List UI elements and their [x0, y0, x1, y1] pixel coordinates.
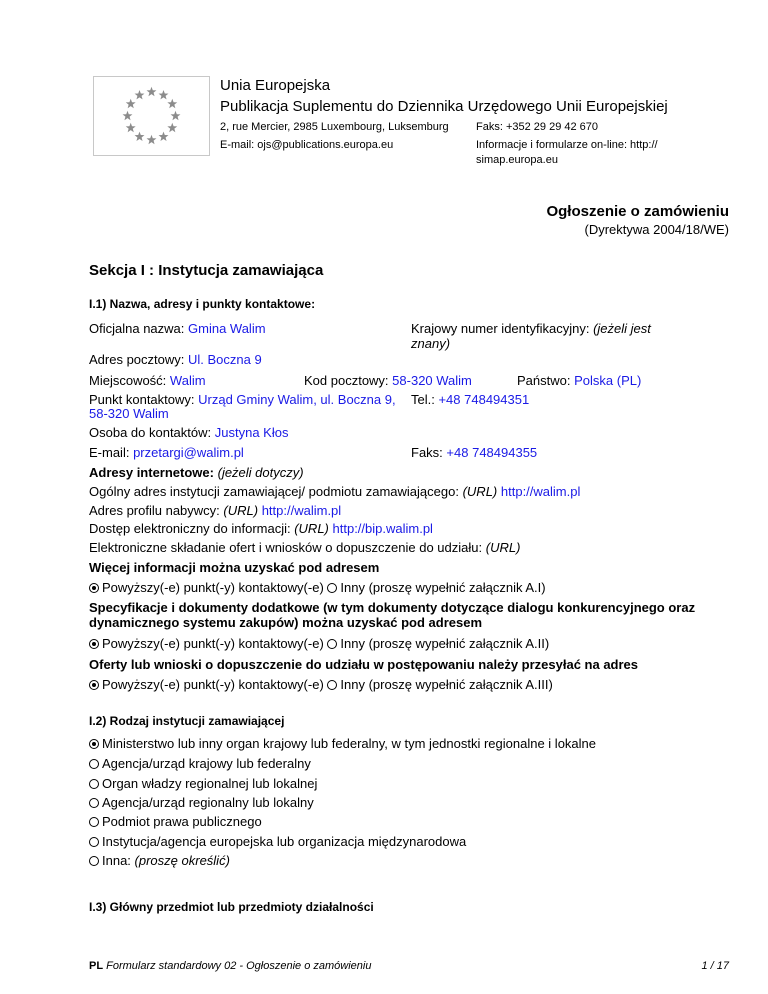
footer-form: [89, 960, 371, 972]
tel-label: Tel.:: [411, 392, 435, 407]
national-id-note-2: znany): [411, 336, 451, 351]
electronic-submission-label: Elektroniczne składanie ofert i wniosków o dopuszczenie do udziału:: [89, 540, 483, 555]
header-info-line2: simap.europa.eu: [476, 154, 558, 166]
authority-type-3[interactable]: [89, 795, 314, 810]
header-address: 2, rue Mercier, 2985 Luxembourg, Luksemburg: [220, 121, 449, 133]
footer-lang: PL: [89, 960, 104, 972]
national-id-label: Krajowy numer identyfikacyjny:: [411, 321, 590, 336]
national-id-row: [411, 321, 651, 336]
url-tag: (URL): [223, 503, 259, 518]
authority-type-2[interactable]: [89, 776, 317, 791]
header-subtitle: Publikacja Suplementu do Dziennika Urzędowego Unii Europejskiej: [220, 98, 668, 115]
eu-logo: [93, 76, 210, 156]
url-tag: (URL): [294, 521, 329, 536]
star-icon: [171, 111, 181, 120]
contact-point-value-2: 58-320 Walim: [89, 406, 169, 421]
radio-empty-icon[interactable]: [89, 856, 99, 866]
radio-selected-icon[interactable]: [89, 680, 99, 690]
eu-stars-icon: [94, 77, 209, 155]
star-icon: [159, 132, 169, 141]
contact-point-row: [89, 392, 396, 407]
general-addr-label: Ogólny adres instytucji zamawiającej/ podmiotu zamawiającego:: [89, 484, 459, 499]
authority-type-label: Agencja/urząd krajowy lub federalny: [102, 756, 311, 771]
electronic-access-link[interactable]: http://bip.walim.pl: [332, 521, 433, 536]
section-heading: Sekcja I : Instytucja zamawiająca: [89, 262, 324, 279]
official-name-label: Oficjalna nazwa:: [89, 321, 185, 336]
email-row: [89, 445, 244, 460]
person-value: Justyna Kłos: [214, 425, 289, 440]
header-title: Unia Europejska: [220, 77, 331, 94]
radio-selected-icon[interactable]: [89, 639, 99, 649]
country-value: Polska (PL): [574, 373, 642, 388]
person-label: Osoba do kontaktów:: [89, 425, 212, 440]
radio-empty-icon[interactable]: [327, 680, 337, 690]
spec-heading-1: Specyfikacje i dokumenty dodatkowe (w tym dokumenty dotyczące dialogu konkurencyjnego oraz: [89, 600, 696, 615]
authority-type-1[interactable]: [89, 756, 311, 771]
star-icon: [135, 132, 145, 141]
authority-type-0[interactable]: [89, 736, 596, 751]
star-icon: [126, 123, 136, 132]
url-tag: (URL): [485, 540, 521, 555]
other-note: (proszę określić): [134, 853, 230, 868]
postcode-label: Kod pocztowy:: [304, 373, 389, 388]
footer-page: 1 / 17: [701, 960, 729, 972]
more-info-options: [89, 580, 546, 595]
official-name-value: Gmina Walim: [188, 321, 266, 336]
radio-label: Inny (proszę wypełnić załącznik A.I): [340, 580, 546, 595]
postcode-value: 58-320 Walim: [392, 373, 472, 388]
person-row: [89, 425, 288, 440]
authority-type-label: Agencja/urząd regionalny lub lokalny: [102, 795, 314, 810]
radio-label: Inny (proszę wypełnić załącznik A.III): [340, 677, 553, 692]
radio-selected-icon[interactable]: [89, 583, 99, 593]
notice-title: Ogłoszenie o zamówieniu: [546, 203, 729, 220]
internet-note: (jeżeli dotyczy): [217, 465, 304, 480]
fax-value: +48 748494355: [446, 445, 538, 460]
offers-heading: Oferty lub wnioski o dopuszczenie do udziału w postępowaniu należy przesyłać na adres: [89, 657, 639, 672]
fax-row: [411, 445, 537, 460]
internet-heading-row: [89, 465, 304, 480]
star-icon: [159, 90, 169, 99]
radio-label: Powyższy(-e) punkt(-y) kontaktowy(-e): [102, 636, 324, 651]
contact-point-value: Urząd Gminy Walim, ul. Boczna 9,: [198, 392, 396, 407]
star-icon: [123, 111, 133, 120]
star-icon: [147, 135, 157, 144]
postal-value: Ul. Boczna 9: [188, 352, 262, 367]
contact-point-label: Punkt kontaktowy:: [89, 392, 195, 407]
email-label: E-mail:: [89, 445, 130, 460]
radio-empty-icon[interactable]: [89, 837, 99, 847]
country-label: Państwo:: [517, 373, 571, 388]
radio-empty-icon[interactable]: [327, 639, 337, 649]
offers-options: [89, 677, 553, 692]
radio-empty-icon[interactable]: [89, 817, 99, 827]
star-icon: [167, 99, 177, 108]
authority-type-label: Inna:: [102, 853, 131, 868]
radio-other[interactable]: [327, 677, 552, 692]
authority-type-label: Instytucja/agencja europejska lub organizacja międzynarodowa: [102, 834, 467, 849]
tel-row: [411, 392, 529, 407]
electronic-access-row: [89, 521, 433, 536]
tel-value: +48 748494351: [438, 392, 530, 407]
header-email: E-mail: ojs@publications.europa.eu: [220, 139, 394, 151]
buyer-profile-row: [89, 503, 341, 518]
header-fax: Faks: +352 29 29 42 670: [476, 121, 599, 133]
general-addr-row: [89, 484, 580, 499]
spec-options: [89, 636, 549, 651]
national-id-note: (jeżeli jest: [593, 321, 651, 336]
radio-empty-icon[interactable]: [89, 759, 99, 769]
official-name-row: [89, 321, 266, 336]
radio-empty-icon[interactable]: [89, 798, 99, 808]
star-icon: [126, 99, 136, 108]
radio-label: Inny (proszę wypełnić załącznik A.II): [340, 636, 550, 651]
spec-heading-2: dynamicznego systemu zakupów) można uzyskać pod adresem: [89, 615, 483, 630]
buyer-profile-label: Adres profilu nabywcy:: [89, 503, 220, 518]
notice-directive: (Dyrektywa 2004/18/WE): [584, 222, 729, 237]
authority-type-5[interactable]: [89, 834, 466, 849]
fax-label: Faks:: [411, 445, 443, 460]
authority-type-label: Ministerstwo lub inny organ krajowy lub federalny, w tym jednostki regionalne i lokalne: [102, 736, 596, 751]
authority-type-label: Podmiot prawa publicznego: [102, 814, 262, 829]
city-label: Miejscowość:: [89, 373, 167, 388]
city-row: [89, 373, 206, 388]
radio-selected-icon[interactable]: [89, 739, 99, 749]
i3-heading: I.3) Główny przedmiot lub przedmioty działalności: [89, 900, 374, 914]
radio-above[interactable]: [89, 580, 324, 595]
postcode-row: [304, 373, 472, 388]
radio-empty-icon[interactable]: [89, 779, 99, 789]
url-tag: (URL): [462, 484, 498, 499]
radio-label: Powyższy(-e) punkt(-y) kontaktowy(-e): [102, 580, 324, 595]
radio-label: Powyższy(-e) punkt(-y) kontaktowy(-e): [102, 677, 324, 692]
star-icon: [147, 87, 157, 96]
electronic-access-label: Dostęp elektroniczny do informacji:: [89, 521, 291, 536]
i2-heading: I.2) Rodzaj instytucji zamawiającej: [89, 714, 285, 728]
city-value: Walim: [169, 373, 206, 388]
footer-form-name: Formularz standardowy 02 - Ogłoszenie o zamówieniu: [106, 960, 372, 972]
country-row: [517, 373, 641, 388]
authority-type-4[interactable]: [89, 814, 262, 829]
postal-label: Adres pocztowy:: [89, 352, 185, 367]
i1-heading: I.1) Nazwa, adresy i punkty kontaktowe:: [89, 297, 316, 311]
postal-row: [89, 352, 262, 367]
radio-above[interactable]: [89, 636, 324, 651]
buyer-profile-link[interactable]: http://walim.pl: [261, 503, 342, 518]
general-addr-link[interactable]: http://walim.pl: [500, 484, 581, 499]
radio-empty-icon[interactable]: [327, 583, 337, 593]
radio-other[interactable]: [327, 636, 549, 651]
star-icon: [167, 123, 177, 132]
more-info-heading: Więcej informacji można uzyskać pod adresem: [89, 560, 380, 575]
radio-above[interactable]: [89, 677, 324, 692]
authority-type-label: Organ władzy regionalnej lub lokalnej: [102, 776, 318, 791]
radio-other[interactable]: [327, 580, 545, 595]
email-value: przetargi@walim.pl: [133, 445, 244, 460]
internet-heading: Adresy internetowe:: [89, 465, 214, 480]
authority-type-6[interactable]: [89, 853, 230, 868]
header-info-line1: Informacje i formularze on-line: http://: [476, 139, 658, 151]
star-icon: [135, 90, 145, 99]
electronic-submission-row: [89, 540, 520, 555]
